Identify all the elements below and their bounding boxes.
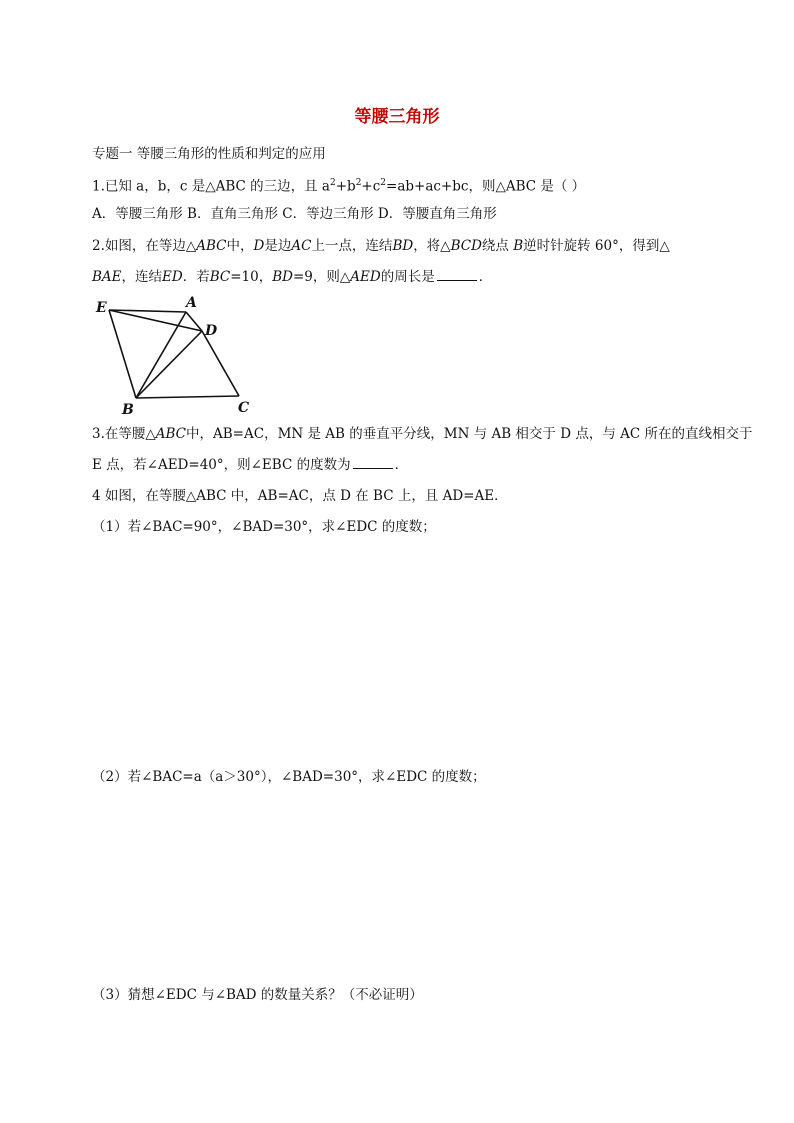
q3-text: ． bbox=[394, 457, 409, 473]
question-4-stem: 4 如图，在等腰△ABC 中，AB=AC，点 D 在 BC 上，且 AD=AE． bbox=[92, 488, 508, 504]
q2-math: B bbox=[513, 238, 524, 254]
question-1-options: A．等腰三角形 B．直角三角形 C．等边三角形 D．等腰直角三角形 bbox=[92, 206, 497, 222]
q2-math: AED bbox=[350, 269, 381, 285]
question-4-part-2: （2）若∠BAC=a（a＞30°），∠BAD=30°，求∠EDC 的度数； bbox=[92, 769, 486, 785]
q1-stem-d: =ab+ac+bc，则△ABC 是（ ） bbox=[386, 178, 586, 195]
figure-lines bbox=[109, 310, 239, 398]
answer-blank[interactable] bbox=[437, 268, 477, 281]
q2-text: ，将△ bbox=[413, 238, 451, 254]
segment-bc bbox=[136, 396, 239, 398]
question-3-line-2 bbox=[92, 456, 408, 474]
q2-text: 逆时针旋转 60°，得到△ bbox=[523, 238, 670, 254]
question-1-stem bbox=[92, 174, 585, 196]
label-c: C bbox=[238, 400, 250, 416]
q2-text: 上一点，连结 bbox=[311, 238, 393, 254]
question-4-part-1: （1）若∠BAC=90°，∠BAD=30°，求∠EDC 的度数； bbox=[92, 519, 436, 535]
segment-ea bbox=[109, 310, 186, 312]
answer-blank[interactable] bbox=[353, 456, 393, 469]
question-4-part-3: （3）猜想∠EDC 与∠BAD 的数量关系？（不必证明） bbox=[92, 987, 423, 1003]
segment-ed bbox=[109, 310, 202, 331]
q2-text: ． bbox=[478, 269, 493, 285]
q2-text: ．若 bbox=[182, 269, 210, 285]
q2-math: BC bbox=[209, 269, 231, 285]
q2-text: 中， bbox=[226, 238, 254, 254]
q1-stem-c: +c bbox=[361, 178, 381, 195]
question-2-line-2 bbox=[92, 268, 492, 286]
q2-text: 绕点 bbox=[481, 238, 514, 254]
page-title: 等腰三角形 bbox=[354, 107, 440, 127]
q3-math: ABC bbox=[155, 426, 187, 442]
label-d: D bbox=[205, 323, 218, 339]
topic-heading: 专题一 等腰三角形的性质和判定的应用 bbox=[92, 146, 326, 162]
question-2-line-1 bbox=[92, 237, 670, 255]
label-a: A bbox=[186, 295, 197, 311]
q2-math: BD bbox=[272, 269, 293, 285]
q2-text: =9，则△ bbox=[292, 269, 351, 285]
q1-sup-3: 2 bbox=[380, 178, 387, 188]
q2-math: ED bbox=[162, 269, 183, 285]
q3-text: E 点，若∠AED=40°，则∠EBC 的度数为 bbox=[92, 457, 351, 473]
q2-text: 是边 bbox=[264, 238, 292, 254]
label-e: E bbox=[96, 300, 107, 316]
q2-math: AC bbox=[291, 238, 312, 254]
q2-math: BCD bbox=[450, 238, 482, 254]
q2-text: 2.如图，在等边△ bbox=[92, 238, 197, 254]
q1-stem-b: +b bbox=[335, 178, 356, 195]
question-3-line-1 bbox=[92, 425, 753, 443]
q2-text: ，连结 bbox=[121, 269, 163, 285]
q2-math: D bbox=[253, 238, 265, 254]
q2-text: 的周长是 bbox=[380, 269, 435, 285]
q2-math: BAE bbox=[92, 269, 122, 285]
q2-text: =10， bbox=[230, 269, 273, 285]
segment-dc bbox=[202, 331, 239, 396]
q3-text: 3.在等腰△ bbox=[92, 426, 156, 442]
label-b: B bbox=[122, 402, 134, 418]
q3-text: 中，AB=AC，MN 是 AB 的垂直平分线，MN 与 AB 相交于 D 点，与 AC 所在的直线相交于 bbox=[186, 426, 753, 442]
q1-sup-1: 2 bbox=[329, 178, 336, 188]
geometry-figure bbox=[92, 290, 262, 420]
q2-math: BD bbox=[392, 238, 414, 254]
q2-math: ABC bbox=[196, 238, 227, 254]
q1-stem-a: 1.已知 a，b，c 是△ABC 的三边，且 a bbox=[92, 178, 330, 195]
segment-eb bbox=[109, 310, 136, 398]
q1-sup-2: 2 bbox=[355, 178, 362, 188]
